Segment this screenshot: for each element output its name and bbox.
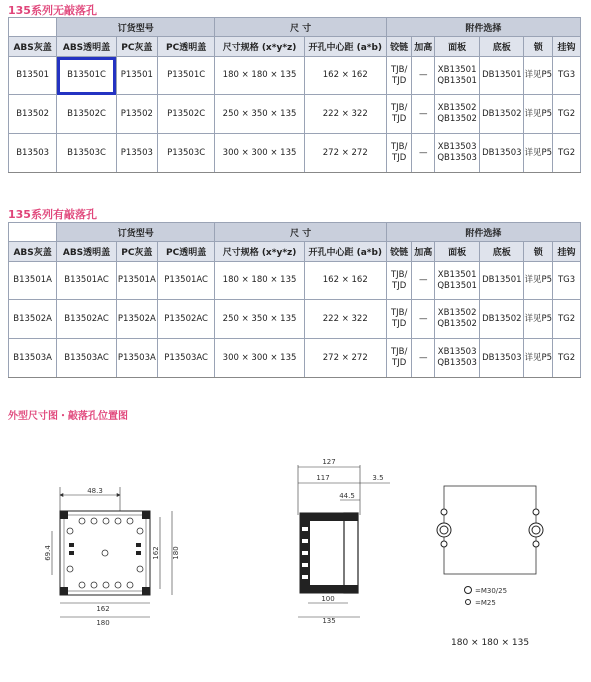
- col-hole-distance: 开孔中心距 (a*b): [304, 37, 386, 57]
- header-size-group: 尺 寸: [215, 223, 386, 242]
- knockout-size-caption: 180 × 180 × 135: [451, 638, 530, 648]
- cell-hole: 222 × 322: [304, 95, 386, 134]
- col-lock: 锁: [524, 242, 553, 262]
- cell-abs-gray: B13502A: [9, 300, 57, 339]
- cell-pc-clear: P13503AC: [157, 339, 215, 378]
- cell-hook: TG2: [553, 95, 581, 134]
- col-hook: 挂钩: [553, 37, 581, 57]
- dim-front-bottom-outer: 180: [96, 619, 110, 627]
- dim-front-top: 48.3: [87, 487, 103, 495]
- cell-panel: XB13502 QB13502: [435, 300, 480, 339]
- cell-panel: XB13503 QB13503: [435, 339, 480, 378]
- dim-side-top2: 117: [316, 474, 330, 482]
- col-pc-clear: PC透明盖: [157, 242, 215, 262]
- cell-abs-gray: B13501: [9, 57, 57, 95]
- col-pc-gray: PC灰盖: [116, 37, 157, 57]
- col-hinge: 铰链: [386, 242, 412, 262]
- cell-dim: 250 × 350 × 135: [215, 95, 304, 134]
- cell-panel: XB13502 QB13502: [435, 95, 480, 134]
- col-lock: 锁: [524, 37, 553, 57]
- cell-hook: TG2: [553, 134, 581, 173]
- cell-base: DB13503: [480, 339, 524, 378]
- cell-abs-clear: B13501C: [57, 57, 117, 95]
- table-row: [9, 262, 581, 300]
- dim-front-left: 69.4: [44, 545, 52, 561]
- cell-pc-clear: P13501C: [157, 57, 215, 95]
- cell-pc-gray: P13503: [116, 134, 157, 173]
- cell-panel: XB13503 QB13503: [435, 134, 480, 173]
- col-hook: 挂钩: [553, 242, 581, 262]
- cell-abs-clear: B13502C: [57, 95, 117, 134]
- dim-side-bottom1: 100: [321, 595, 335, 603]
- section3-title: 外型尺寸图・敲落孔位置图: [8, 411, 128, 422]
- col-abs-clear: ABS透明盖: [57, 242, 117, 262]
- col-pc-gray: PC灰盖: [116, 242, 157, 262]
- table-row: [9, 339, 581, 378]
- header-size-group: 尺 寸: [215, 18, 386, 37]
- col-dimension: 尺寸规格 (x*y*z): [215, 242, 304, 262]
- cell-dim: 300 × 300 × 135: [215, 134, 304, 173]
- cell-dim: 180 × 180 × 135: [215, 262, 304, 300]
- col-pc-clear: PC透明盖: [157, 37, 215, 57]
- table-row: [9, 300, 581, 339]
- divider-1: [8, 172, 581, 173]
- cell-raise: —: [412, 339, 435, 378]
- table-row: [9, 134, 581, 173]
- cell-abs-clear: B13503AC: [57, 339, 117, 378]
- dim-side-gap: 3.5: [372, 474, 384, 482]
- dim-side-lid: 44.5: [339, 492, 355, 500]
- cell-pc-clear: P13502AC: [157, 300, 215, 339]
- header-accessory-group: 附件选择: [386, 18, 580, 37]
- cell-lock: 详见P5: [524, 57, 553, 95]
- cell-raise: —: [412, 300, 435, 339]
- cell-pc-clear: P13501AC: [157, 262, 215, 300]
- dim-front-outer: 180: [172, 546, 180, 560]
- col-base: 底板: [480, 242, 524, 262]
- section1-title: 135系列无敲落孔: [8, 4, 97, 17]
- cell-hinge: TJB/ TJD: [386, 95, 412, 134]
- col-raise: 加高: [412, 37, 435, 57]
- cell-hole: 272 × 272: [304, 134, 386, 173]
- col-base: 底板: [480, 37, 524, 57]
- col-hinge: 铰链: [386, 37, 412, 57]
- dim-side-top1: 127: [322, 458, 336, 466]
- cell-hinge: TJB/ TJD: [386, 262, 412, 300]
- cell-abs-gray: B13501A: [9, 262, 57, 300]
- cell-hole: 272 × 272: [304, 339, 386, 378]
- col-panel: 面板: [435, 37, 480, 57]
- front-view-drawing: [40, 487, 190, 632]
- cell-abs-gray: B13502: [9, 95, 57, 134]
- cell-raise: —: [412, 262, 435, 300]
- cell-abs-gray: B13503A: [9, 339, 57, 378]
- cell-hole: 162 × 162: [304, 262, 386, 300]
- dim-side-bottom2: 135: [322, 617, 336, 625]
- cell-abs-clear: B13502AC: [57, 300, 117, 339]
- cell-hinge: TJB/ TJD: [386, 57, 412, 95]
- cell-abs-gray: B13503: [9, 134, 57, 173]
- col-hole-distance: 开孔中心距 (a*b): [304, 242, 386, 262]
- cell-dim: 180 × 180 × 135: [215, 57, 304, 95]
- cell-panel: XB13501 QB13501: [435, 262, 480, 300]
- cell-raise: —: [412, 134, 435, 173]
- legend-small-hole: =M25: [475, 599, 496, 607]
- col-raise: 加高: [412, 242, 435, 262]
- cell-pc-gray: P13501A: [116, 262, 157, 300]
- divider-2: [8, 377, 581, 378]
- spec-table-no-knockout: [8, 17, 581, 173]
- legend-large-hole: =M30/25: [475, 587, 508, 595]
- cell-pc-gray: P13503A: [116, 339, 157, 378]
- cell-lock: 详见P5: [524, 262, 553, 300]
- dim-front-inner: 162: [152, 546, 160, 560]
- cell-pc-gray: P13502: [116, 95, 157, 134]
- col-dimension: 尺寸规格 (x*y*z): [215, 37, 304, 57]
- cell-pc-clear: P13502C: [157, 95, 215, 134]
- cell-hinge: TJB/ TJD: [386, 300, 412, 339]
- table-row: [9, 57, 581, 95]
- cell-dim: 250 × 350 × 135: [215, 300, 304, 339]
- spec-table-with-knockout: [8, 222, 581, 378]
- dim-front-bottom-inner: 162: [96, 605, 110, 613]
- header-order-group: 订货型号: [57, 223, 215, 242]
- cell-dim: 300 × 300 × 135: [215, 339, 304, 378]
- cell-panel: XB13501 QB13501: [435, 57, 480, 95]
- cell-base: DB13502: [480, 300, 524, 339]
- cell-lock: 详见P5: [524, 339, 553, 378]
- table-row: [9, 95, 581, 134]
- header-accessory-group: 附件选择: [386, 223, 580, 242]
- cell-raise: —: [412, 95, 435, 134]
- cell-hook: TG3: [553, 262, 581, 300]
- header-order-group: 订货型号: [57, 18, 215, 37]
- cell-hole: 222 × 322: [304, 300, 386, 339]
- section2-title: 135系列有敲落孔: [8, 208, 97, 221]
- col-abs-gray: ABS灰盖: [9, 37, 57, 57]
- cell-pc-gray: P13502A: [116, 300, 157, 339]
- cell-abs-clear: B13503C: [57, 134, 117, 173]
- cell-lock: 详见P5: [524, 134, 553, 173]
- cell-lock: 详见P5: [524, 95, 553, 134]
- cell-pc-clear: P13503C: [157, 134, 215, 173]
- cell-pc-gray: P13501: [116, 57, 157, 95]
- cell-hook: TG2: [553, 300, 581, 339]
- cell-base: DB13502: [480, 95, 524, 134]
- cell-hook: TG2: [553, 339, 581, 378]
- cell-base: DB13501: [480, 57, 524, 95]
- cell-raise: —: [412, 57, 435, 95]
- knockout-position-drawing: [430, 482, 550, 607]
- cell-hinge: TJB/ TJD: [386, 134, 412, 173]
- col-abs-clear: ABS透明盖: [57, 37, 117, 57]
- side-view-drawing: [290, 455, 400, 625]
- cell-abs-clear: B13501AC: [57, 262, 117, 300]
- cell-base: DB13501: [480, 262, 524, 300]
- cell-base: DB13503: [480, 134, 524, 173]
- col-panel: 面板: [435, 242, 480, 262]
- col-abs-gray: ABS灰盖: [9, 242, 57, 262]
- cell-lock: 详见P5: [524, 300, 553, 339]
- cell-hook: TG3: [553, 57, 581, 95]
- cell-hole: 162 × 162: [304, 57, 386, 95]
- cell-hinge: TJB/ TJD: [386, 339, 412, 378]
